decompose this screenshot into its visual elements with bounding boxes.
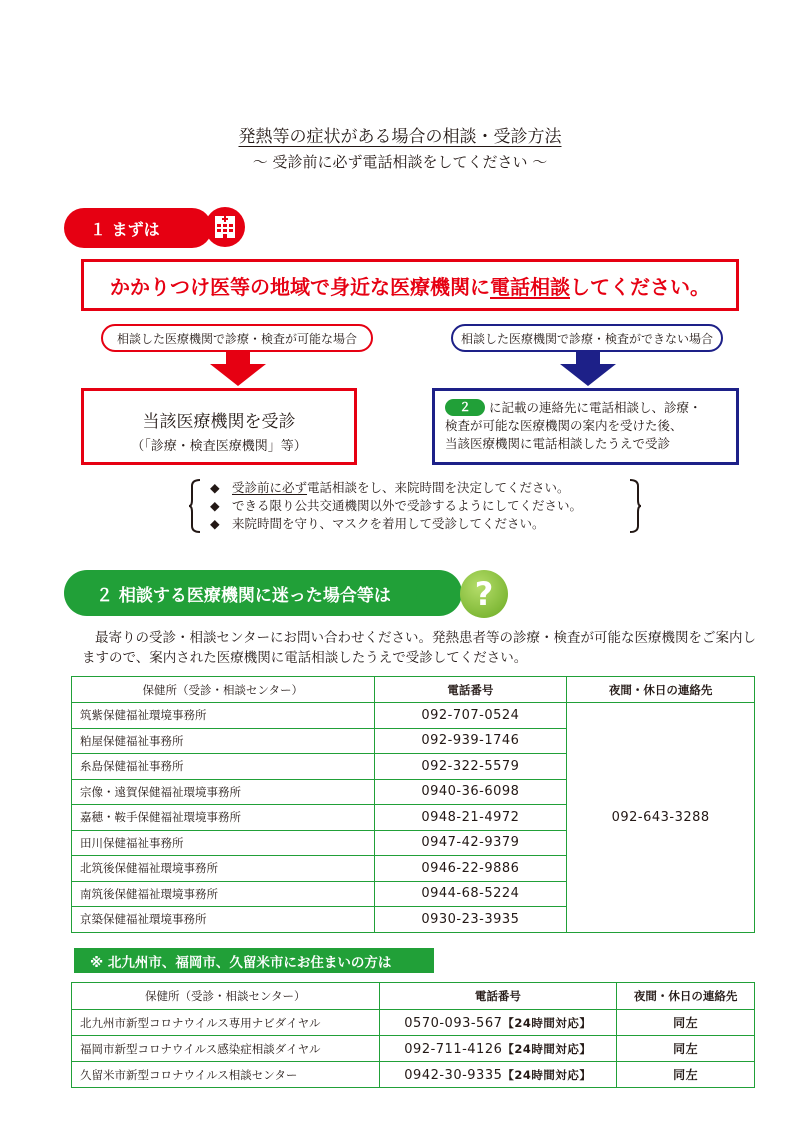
table-header-row [72,677,755,703]
main-instruction: かかりつけ医等の地域で身近な医療機関に 電話相談 してください。 [81,259,739,311]
col-header-center: 保健所（受診・相談センター） [72,983,380,1010]
note-item: ◆ できる限り公共交通機関以外で受診するようにしてください。 [210,498,583,513]
section2-label: ２ 相談する医療機関に迷った場合等は [64,570,439,616]
table-row: 北九州市新型コロナウイルス専用ナビダイヤル 0570-093-567【24時間対応】 同左 [72,1010,755,1036]
table-row: 筑紫保健福祉環境事務所 092-707-0524 092-643-3288 [72,703,755,729]
table-row: 久留米市新型コロナウイルス相談センター 0942-30-9335【24時間対応】 同左 [72,1062,755,1088]
note-item: ◆ 受診前に必ず電話相談をし、来院時間を決定してください。 [210,480,570,495]
visit-text: 当該医療機関を受診 [142,412,296,432]
table-row: 田川保健福祉事務所 0947-42-9379 [72,830,755,856]
table-row: 南筑後保健福祉環境事務所 0944-68-5224 [72,881,755,907]
hospital-icon [205,207,245,247]
col-header-center: 保健所（受診・相談センター） [72,677,375,703]
question-icon: ? [460,570,508,618]
condition-possible: 相談した医療機関で診療・検査が可能な場合 [101,324,373,352]
arrow-down-red-icon [210,352,266,386]
col-header-phone: 電話番号 [374,677,567,703]
bracket-right [628,478,642,534]
page-title: 発熱等の症状がある場合の相談・受診方法 [238,127,562,147]
arrow-down-blue-icon [560,352,616,386]
night-contact-number: 092-643-3288 [567,703,755,933]
condition-not-possible: 相談した医療機関で診療・検査ができない場合 [451,324,723,352]
bracket-left [188,478,202,534]
table-row: 北筑後保健福祉環境事務所 0946-22-9886 [72,856,755,882]
result-visit-box [81,388,357,465]
table-row: 粕屋保健福祉事務所 092-939-1746 [72,728,755,754]
col-header-phone: 電話番号 [379,983,617,1010]
table-row: 福岡市新型コロナウイルス感染症相談ダイヤル 092-711-4126【24時間対応】 同左 [72,1036,755,1062]
section2-intro: 最寄りの受診・相談センターにお問い合わせください。発熱患者等の診療・検査が可能な医療機関をご案内しますので、案内された医療機関に電話相談したうえで受診してください。 [82,630,756,666]
section2-badge: ２ [445,399,485,416]
note-item: ◆ 来院時間を守り、マスクを着用して受診してください。 [210,516,545,531]
table-row: 嘉穂・鞍手保健福祉環境事務所 0948-21-4972 [72,805,755,831]
section1-label: １ まずは [64,208,192,248]
notes-list [210,479,582,533]
col-header-night: 夜間・休日の連絡先 [567,677,755,703]
col-header-night: 夜間・休日の連絡先 [617,983,755,1010]
health-center-table [71,676,755,933]
table-row: 京築保健福祉環境事務所 0930-23-3935 [72,907,755,933]
result-consult-box: ２ に記載の連絡先に電話相談し、診療・ 検査が可能な医療機関の案内を受けた後、 当該医療機関に電話相談したうえで受診 [432,388,739,465]
table-row: 糸島保健福祉事務所 092-322-5579 [72,754,755,780]
page-subtitle: ～ 受診前に必ず電話相談をしてください ～ [252,153,548,171]
table-header-row [72,983,755,1010]
city-center-table [71,982,755,1088]
visit-subtext: （「診療・検査医療機関」等） [131,439,307,454]
city-residents-banner: ※ 北九州市、福岡市、久留米市にお住まいの方は [74,948,434,973]
table-row: 宗像・遠賀保健福祉環境事務所 0940-36-6098 [72,779,755,805]
